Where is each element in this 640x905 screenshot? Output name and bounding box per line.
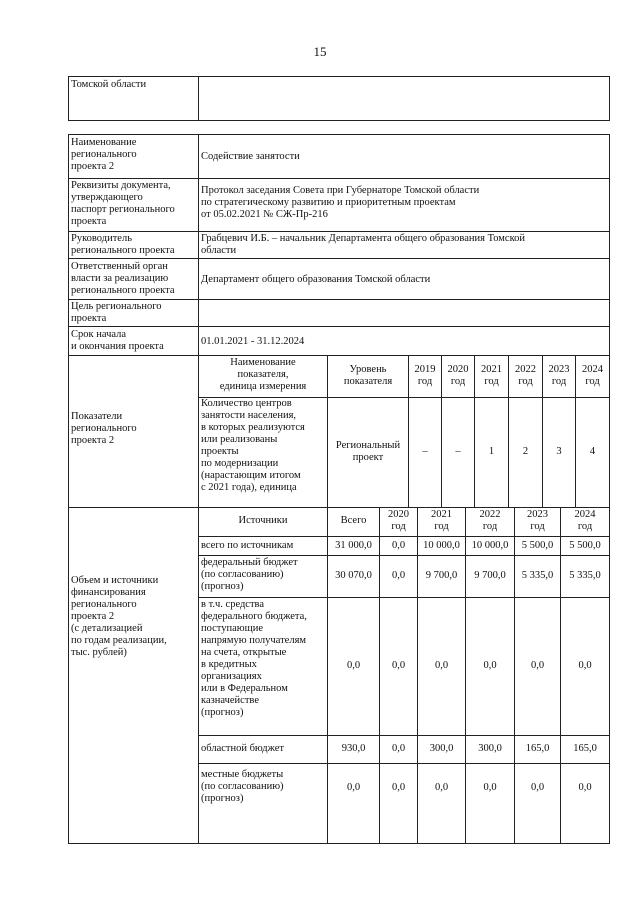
indicator-year-2023: 2023 год xyxy=(548,364,570,387)
financing-year-2021: 2021 год xyxy=(431,509,452,532)
indicator-year-2021: 2021 год xyxy=(481,364,502,387)
financing-row-value: 5 500,0 xyxy=(521,540,554,551)
project-name-value: Содействие занятости xyxy=(201,151,300,162)
financing-row-value: 9 700,0 xyxy=(474,570,506,581)
financing-year-2023: 2023 год xyxy=(527,509,548,532)
financing-year-2020: 2020 год xyxy=(388,509,409,532)
financing-row-value: 10 000,0 xyxy=(423,540,460,551)
financing-row-value: 300,0 xyxy=(478,743,502,754)
financing-source-header: Источники xyxy=(238,515,288,526)
financing-row-value: 0,0 xyxy=(483,660,497,671)
indicator-row-name: Количество центров занятости населения, в которых реализуются или реализованы проекты по модернизации (нарастающим итогом с 2021 года), единица xyxy=(201,398,305,493)
indicator-value-2019: – xyxy=(422,446,428,457)
financing-row-total: 30 070,0 xyxy=(335,570,372,581)
indicators-label: Показатели регионального проекта 2 xyxy=(71,411,137,446)
financing-row-name: федеральный бюджет (по согласованию) (прогноз) xyxy=(201,557,298,592)
responsible-label: Ответственный орган власти за реализацию регионального проекта xyxy=(71,261,175,296)
term-label: Срок начала и окончания проекта xyxy=(71,329,164,352)
term-value: 01.01.2021 - 31.12.2024 xyxy=(201,336,305,347)
project-name-label: Наименование регионального проекта 2 xyxy=(71,137,137,172)
financing-row-name: в т.ч. средства федерального бюджета, поступающие напрямую получателям на счета, открытые в кредитных организациях или в Федеральном казначействе (прогноз) xyxy=(201,599,307,718)
indicator-row-level: Региональный проект xyxy=(335,440,401,463)
financing-row-value: 5 335,0 xyxy=(521,570,554,581)
financing-label: Объем и источники финансирования регионального проекта 2 (с детализацией по годам реализации, тыс. рублей) xyxy=(71,575,167,658)
indicator-value-2023: 3 xyxy=(556,446,562,457)
page-number: 15 xyxy=(313,44,327,59)
document-value: Протокол заседания Совета при Губернаторе Томской области по стратегическому развитию и приоритетным проектам от 05.02.2021 № СЖ-Пр-216 xyxy=(201,185,480,220)
financing-row-value: 0,0 xyxy=(434,782,449,793)
financing-row-value: 9 700,0 xyxy=(425,570,458,581)
project-head-value: Грабцевич И.Б. – начальник Департамента общего образования Томской области xyxy=(201,233,526,256)
responsible-value: Департамент общего образования Томской области xyxy=(201,274,431,285)
financing-row-value: 0,0 xyxy=(391,660,406,671)
indicator-value-2021: 1 xyxy=(488,446,495,457)
financing-year-2024: 2024 год xyxy=(574,509,596,532)
financing-row-value: 5 335,0 xyxy=(569,570,601,581)
financing-row-total: 930,0 xyxy=(341,743,366,754)
financing-row-value: 0,0 xyxy=(391,743,406,754)
financing-row-name: областной бюджет xyxy=(201,743,284,754)
indicator-value-2022: 2 xyxy=(522,446,529,457)
indicator-value-2020: – xyxy=(455,446,461,457)
financing-row-value: 0,0 xyxy=(391,570,406,581)
financing-row-name: местные бюджеты (по согласованию) (прогноз) xyxy=(201,769,284,804)
financing-row-value: 165,0 xyxy=(573,743,597,754)
indicator-name-header: Наименование показателя, единица измерения xyxy=(219,357,307,392)
financing-row-value: 0,0 xyxy=(530,782,545,793)
indicator-level-header: Уровень показателя xyxy=(343,364,393,387)
goal-label: Цель регионального проекта xyxy=(71,301,162,324)
financing-row-value: 300,0 xyxy=(429,743,454,754)
financing-row-value: 0,0 xyxy=(483,782,497,793)
financing-row-value: 0,0 xyxy=(578,782,592,793)
prev-table-label: Томской области xyxy=(71,79,147,90)
financing-row-value: 0,0 xyxy=(391,540,406,551)
financing-row-value: 0,0 xyxy=(530,660,545,671)
financing-row-total: 0,0 xyxy=(346,782,361,793)
financing-row-total: 0,0 xyxy=(346,660,361,671)
indicator-year-2019: 2019 год xyxy=(414,364,436,387)
financing-row-value: 0,0 xyxy=(578,660,592,671)
financing-row-value: 165,0 xyxy=(525,743,550,754)
financing-row-name: всего по источникам xyxy=(201,540,294,551)
financing-total-header: Всего xyxy=(340,515,367,526)
indicator-value-2024: 4 xyxy=(589,446,596,457)
financing-row-total: 31 000,0 xyxy=(335,540,372,551)
financing-row-value: 0,0 xyxy=(434,660,449,671)
project-head-label: Руководитель регионального проекта xyxy=(71,233,175,256)
financing-row-value: 10 000,0 xyxy=(471,540,509,551)
indicator-year-2024: 2024 год xyxy=(582,364,603,387)
financing-year-2022: 2022 год xyxy=(479,509,501,532)
financing-row-value: 0,0 xyxy=(391,782,406,793)
indicator-year-2022: 2022 год xyxy=(515,364,536,387)
financing-row-value: 5 500,0 xyxy=(569,540,601,551)
indicator-year-2020: 2020 год xyxy=(447,364,469,387)
document-label: Реквизиты документа, утверждающего паспорт регионального проекта xyxy=(71,180,175,227)
